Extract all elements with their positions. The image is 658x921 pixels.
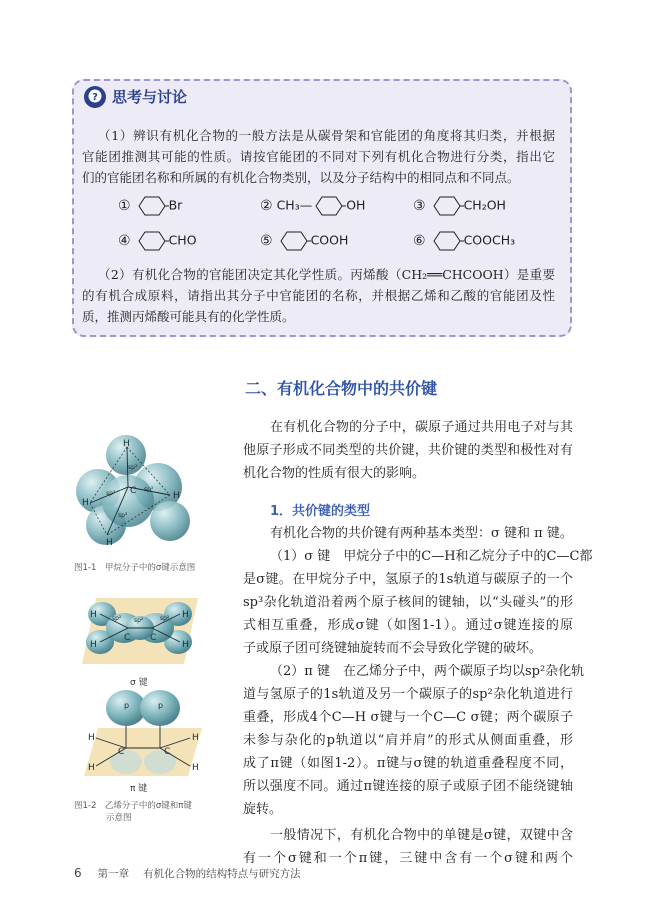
atom-label-c: C bbox=[124, 633, 131, 643]
body-text-line: 机化合物的性质有很大的影响。 bbox=[243, 466, 426, 481]
compound-2: ② CH₃— OH bbox=[260, 195, 365, 217]
benzene-ring-icon bbox=[430, 195, 464, 217]
atom-label-h: H bbox=[123, 439, 130, 449]
question-1-line: （1）辨识有机化合物的一般方法是从碳骨架和官能团的角度将其归类，并根据 bbox=[98, 128, 555, 143]
atom-label-h: H bbox=[173, 491, 180, 501]
atom-label-h: H bbox=[182, 610, 189, 620]
body-text-line: 成了π键（如图1-2）。π键与σ键的轨道重叠程度不同， bbox=[243, 756, 573, 771]
orbital-label: sp² bbox=[160, 615, 170, 622]
body-text-line: sp³杂化轨道沿着两个原子核间的键轴，以“头碰头”的形 bbox=[243, 595, 573, 610]
body-text-line: 有一个σ键和一个π键，三键中含有一个σ键和两个 bbox=[243, 851, 573, 866]
question-bubble-icon bbox=[83, 85, 107, 109]
question-2-line: 的有机合成原料，请指出其分子中官能团的名称，并根据乙烯和乙酸的官能团及性 bbox=[82, 288, 555, 303]
orbital-label: sp² bbox=[112, 615, 122, 622]
orbital-label: p bbox=[158, 701, 164, 710]
body-text-line: （2）π 键 在乙烯分子中，两个碳原子均以sp²杂化轨 bbox=[270, 664, 585, 679]
body-text-line: 一般情况下，有机化合物中的单键是σ键，双键中含 bbox=[270, 828, 573, 843]
ethylene-sigma-bond-figure bbox=[74, 590, 206, 670]
svg-text:?: ? bbox=[92, 92, 98, 103]
atom-label-c: C bbox=[164, 747, 171, 757]
compound-5: ⑤ COOH bbox=[260, 230, 348, 252]
orbital-label: p bbox=[124, 701, 130, 710]
section-title: 二、有机化合物中的共价键 bbox=[245, 379, 438, 398]
chapter-label: 第一章 bbox=[97, 868, 130, 880]
atom-label-h: H bbox=[88, 763, 95, 773]
atom-label-h: H bbox=[82, 498, 89, 508]
body-text-line: 式相互重叠，形成σ键（如图1-1）。通过σ键连接的原 bbox=[243, 618, 573, 633]
page-number: 6 bbox=[74, 866, 82, 880]
compound-1: ① Br bbox=[118, 195, 182, 217]
benzene-ring-icon bbox=[135, 230, 169, 252]
atom-label-c: C bbox=[118, 747, 125, 757]
question-1-line: 官能团推测其可能的性质。请按官能团的不同对下列有机化合物进行分类，指出它 bbox=[82, 149, 555, 164]
body-text-line: 有机化合物的共价键有两种基本类型：σ 键和 π 键。 bbox=[270, 526, 573, 541]
body-text-line: 未参与杂化的p轨道以“肩并肩”的形式从侧面重叠，形 bbox=[243, 733, 573, 748]
atom-label-h: H bbox=[192, 763, 199, 773]
atom-label-h: H bbox=[90, 640, 97, 650]
page-footer bbox=[74, 866, 301, 881]
think-discuss-title: 思考与讨论 bbox=[112, 88, 188, 106]
body-text-line: 子或原子团可绕键轴旋转而不会导致化学键的破坏。 bbox=[243, 641, 543, 656]
orbital-label: sp³ bbox=[106, 490, 116, 497]
atom-label-h: H bbox=[106, 538, 113, 548]
question-2-line: 质，推测丙烯酸可能具有的化学性质。 bbox=[82, 309, 295, 324]
benzene-ring-icon bbox=[277, 230, 311, 252]
body-text-line: 道与氢原子的1s轨道及另一个碳原子的sp²杂化轨道进行 bbox=[243, 687, 573, 702]
chapter-title: 有机化合物的结构特点与研究方法 bbox=[143, 868, 301, 880]
orbital-label: sp³ bbox=[144, 486, 154, 493]
body-text-line: 是σ键。在甲烷分子中，氢原子的1s轨道与碳原子的一个 bbox=[243, 572, 573, 587]
orbital-label: sp³ bbox=[128, 464, 138, 471]
compound-4: ④ CHO bbox=[118, 230, 197, 252]
orbital-label: sp³ bbox=[118, 512, 128, 519]
question-2-line: （2）有机化合物的官能团决定其化学性质。丙烯酸（CH₂══CHCOOH）是重要 bbox=[98, 267, 555, 282]
atom-label-h: H bbox=[182, 640, 189, 650]
body-text-line: 在有机化合物的分子中，碳原子通过共用电子对与其 bbox=[270, 420, 573, 435]
benzene-ring-icon bbox=[430, 230, 464, 252]
figure-1-1-caption: 图1-1 甲烷分子中的σ键示意图 bbox=[74, 563, 196, 573]
figure-1-2-caption: 示意图 bbox=[106, 813, 132, 823]
body-text-line: （1）σ 键 甲烷分子中的C—H和乙烷分子中的C—C都 bbox=[270, 549, 593, 564]
orbital-label: sp² bbox=[134, 617, 144, 624]
compound-6: ⑥ COOCH₃ bbox=[413, 230, 515, 252]
body-text-line: 他原子形成不同类型的共价键，共价键的类型和极性对有 bbox=[243, 443, 573, 458]
compound-3: ③ CH₂OH bbox=[413, 195, 506, 217]
body-text-line: 重叠，形成4个C—H σ键与一个C—C σ键；两个碳原子 bbox=[243, 710, 573, 725]
body-text-line: 旋转。 bbox=[243, 802, 283, 817]
subsection-title: 1．共价键的类型 bbox=[270, 504, 371, 519]
benzene-ring-icon bbox=[135, 195, 169, 217]
sigma-bond-label: σ 键 bbox=[130, 678, 148, 688]
body-text-line: 所以强度不同。通过π键连接的原子或原子团不能绕键轴 bbox=[243, 779, 573, 794]
atom-label-h: H bbox=[192, 733, 199, 743]
atom-label-c: C bbox=[150, 633, 157, 643]
figure-1-2-caption: 图1-2 乙烯分子中的σ键和π键 bbox=[74, 801, 192, 811]
atom-label-c: C bbox=[130, 486, 137, 496]
methane-sigma-bond-figure bbox=[70, 425, 200, 555]
ethylene-pi-bond-figure bbox=[80, 688, 206, 778]
atom-label-h: H bbox=[88, 733, 95, 743]
benzene-ring-icon bbox=[312, 195, 346, 217]
pi-bond-label: π 键 bbox=[130, 784, 148, 794]
question-1-line: 们的官能团名称和所属的有机化合物类别，以及分子结构中的相同点和不同点。 bbox=[82, 170, 520, 185]
atom-label-h: H bbox=[90, 610, 97, 620]
